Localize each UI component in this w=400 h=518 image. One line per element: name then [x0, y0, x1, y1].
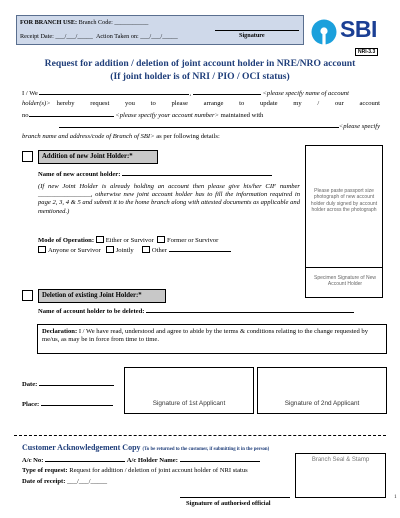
addition-note: (If new Joint Holder is already holding an account then please give his/her CIF number ________________, otherwise new joint account holder has to fill the information required in page 2, 3, 4 & 5 and submit it to the home branch along with attested documents as applicable and mentioned.) — [38, 183, 300, 215]
form-title-line2: (If joint holder is of NRI / PIO / OCI status) — [110, 71, 290, 82]
ack-ac-no-field[interactable] — [45, 456, 125, 462]
ack-type-value: Request for addition / deletion of joint account holder of NRI status — [69, 467, 248, 474]
mode-other-label: Other — [151, 247, 167, 254]
mode-either-label: Either or Survivor — [105, 237, 154, 244]
intro-hint-branch1: <please specify — [338, 123, 380, 130]
mode-anyone-checkbox[interactable] — [38, 246, 46, 253]
mode-former-checkbox[interactable] — [157, 236, 165, 243]
mode-other-checkbox[interactable] — [142, 246, 150, 253]
ack-type-row — [22, 467, 294, 475]
branch-seal-box — [295, 453, 386, 498]
mode-row2 — [38, 246, 300, 255]
deletion-name-field[interactable] — [146, 307, 354, 313]
ack-account-row — [22, 456, 292, 465]
ack-holder-label: A/c Holder Name: — [126, 457, 178, 464]
intro-line4 — [22, 122, 380, 131]
action-taken-label: Action Taken on: ___/___/_____ — [95, 33, 178, 40]
new-holder-name-label: Name of new account holder: — [38, 171, 121, 178]
intro-no: no — [22, 112, 29, 119]
place-field[interactable] — [41, 400, 113, 406]
auth-signature-label: Signature of authorised official — [186, 500, 271, 507]
date-label: Date: — [22, 381, 38, 388]
branch-seal-label: Branch Seal & Stamp — [311, 457, 370, 463]
ack-title-row — [22, 443, 269, 453]
ack-type-label: Type of request: — [22, 467, 68, 474]
intro-request: hereby request you to please arrange to update my / our account — [56, 100, 380, 107]
deletion-checkbox[interactable] — [22, 290, 33, 301]
branch-signature-label: Signature — [239, 32, 265, 39]
photo-divider — [306, 267, 382, 268]
applicant2-signature-label: Signature of 2nd Applicant — [284, 400, 360, 407]
ack-date-value[interactable]: ___/___/_____ — [67, 478, 108, 485]
intro-i-we: I / We — [22, 90, 38, 97]
declaration-text: I / We have read, understood and agree to abide by the terms & conditions relating to the change requested by me/us, as may be in force from time to time. — [42, 328, 369, 344]
ack-date-row — [22, 478, 222, 486]
intro-hint-name: <please specify name of account — [262, 90, 349, 97]
specimen-signature-label: Specimen Signature of New Account Holder — [314, 275, 376, 288]
intro-maintained: maintained with — [220, 112, 264, 119]
ack-ac-no-label: A/c No: — [22, 457, 44, 464]
declaration-label: Declaration: — [42, 328, 78, 335]
new-holder-name-field[interactable] — [122, 170, 272, 176]
form-title-line1: Request for addition / deletion of joint account holder in NRE/NRO account — [44, 58, 356, 69]
applicant2-signature-box[interactable] — [257, 367, 387, 414]
intro-hint-holders: holder(s)> — [22, 100, 51, 107]
branch-use-box — [16, 15, 304, 45]
ack-date-label: Date of receipt: — [22, 478, 66, 485]
branch-use-heading: FOR BRANCH USE: — [20, 19, 78, 26]
branch-use-row1 — [20, 19, 302, 27]
page-number: 1 — [394, 494, 397, 500]
intro-line3 — [22, 111, 380, 120]
mode-row1 — [38, 236, 300, 245]
new-holder-name-row — [38, 170, 298, 179]
applicant1-signature-label: Signature of 1st Applicant — [152, 400, 226, 407]
addition-heading: Addition of new Joint Holder:* — [38, 150, 158, 164]
cut-line — [14, 435, 386, 436]
date-field[interactable] — [39, 380, 114, 386]
addition-checkbox[interactable] — [22, 151, 33, 162]
ack-holder-field[interactable] — [180, 456, 260, 462]
auth-signature-line — [180, 497, 290, 498]
declaration-box — [37, 324, 387, 354]
deletion-name-row — [38, 307, 386, 316]
applicant1-signature-box[interactable] — [124, 367, 254, 414]
form-code: NRI-3.3 — [355, 48, 378, 56]
account-holder-name-blank[interactable] — [39, 89, 192, 97]
branch-blank[interactable] — [59, 122, 339, 128]
intro-line1 — [22, 89, 380, 98]
mode-anyone-label: Anyone or Survivor — [48, 247, 101, 254]
mode-label: Mode of Operation: — [38, 237, 95, 244]
intro-as-per: as per following details: — [156, 133, 220, 140]
intro-comma: , — [189, 90, 192, 97]
deletion-name-label: Name of account holder to be deleted: — [38, 308, 145, 315]
account-holder-name-blank-2[interactable] — [193, 89, 261, 95]
date-row — [22, 380, 122, 389]
place-label: Place: — [22, 401, 40, 408]
mode-other-field[interactable] — [169, 246, 231, 252]
mode-jointly-label: Jointly — [115, 247, 134, 254]
sbi-keyhole-icon — [310, 18, 338, 46]
ack-title: Customer Acknowledgement Copy — [22, 443, 141, 452]
photo-instruction: Please paste passport size photograph of new account holder duly signed by account holder across the photograph — [310, 188, 378, 213]
intro-line5 — [22, 133, 380, 141]
intro-line2 — [22, 100, 380, 108]
sbi-logo-text: SBI — [340, 16, 377, 42]
ack-note: (To be returned to the customer, if submitting it in the person) — [142, 447, 270, 452]
deletion-heading: Deletion of existing Joint Holder:* — [38, 289, 166, 303]
branch-code-label: Branch Code: ___________ — [78, 19, 149, 26]
intro-hint-acc: <please specify your account number> — [115, 112, 219, 119]
mode-jointly-checkbox[interactable] — [106, 246, 114, 253]
branch-signature-line — [215, 30, 299, 31]
mode-either-checkbox[interactable] — [96, 236, 104, 243]
mode-former-label: Former or Survivor — [166, 237, 219, 244]
intro-hint-branch2: branch name and address/code of Branch of SBI> — [22, 133, 155, 140]
photo-box[interactable] — [305, 145, 383, 298]
account-number-blank[interactable] — [29, 111, 114, 117]
place-row — [22, 400, 122, 409]
sbi-logo — [310, 18, 384, 46]
receipt-date-label: Receipt Date: ___/___/_____ — [20, 33, 93, 40]
